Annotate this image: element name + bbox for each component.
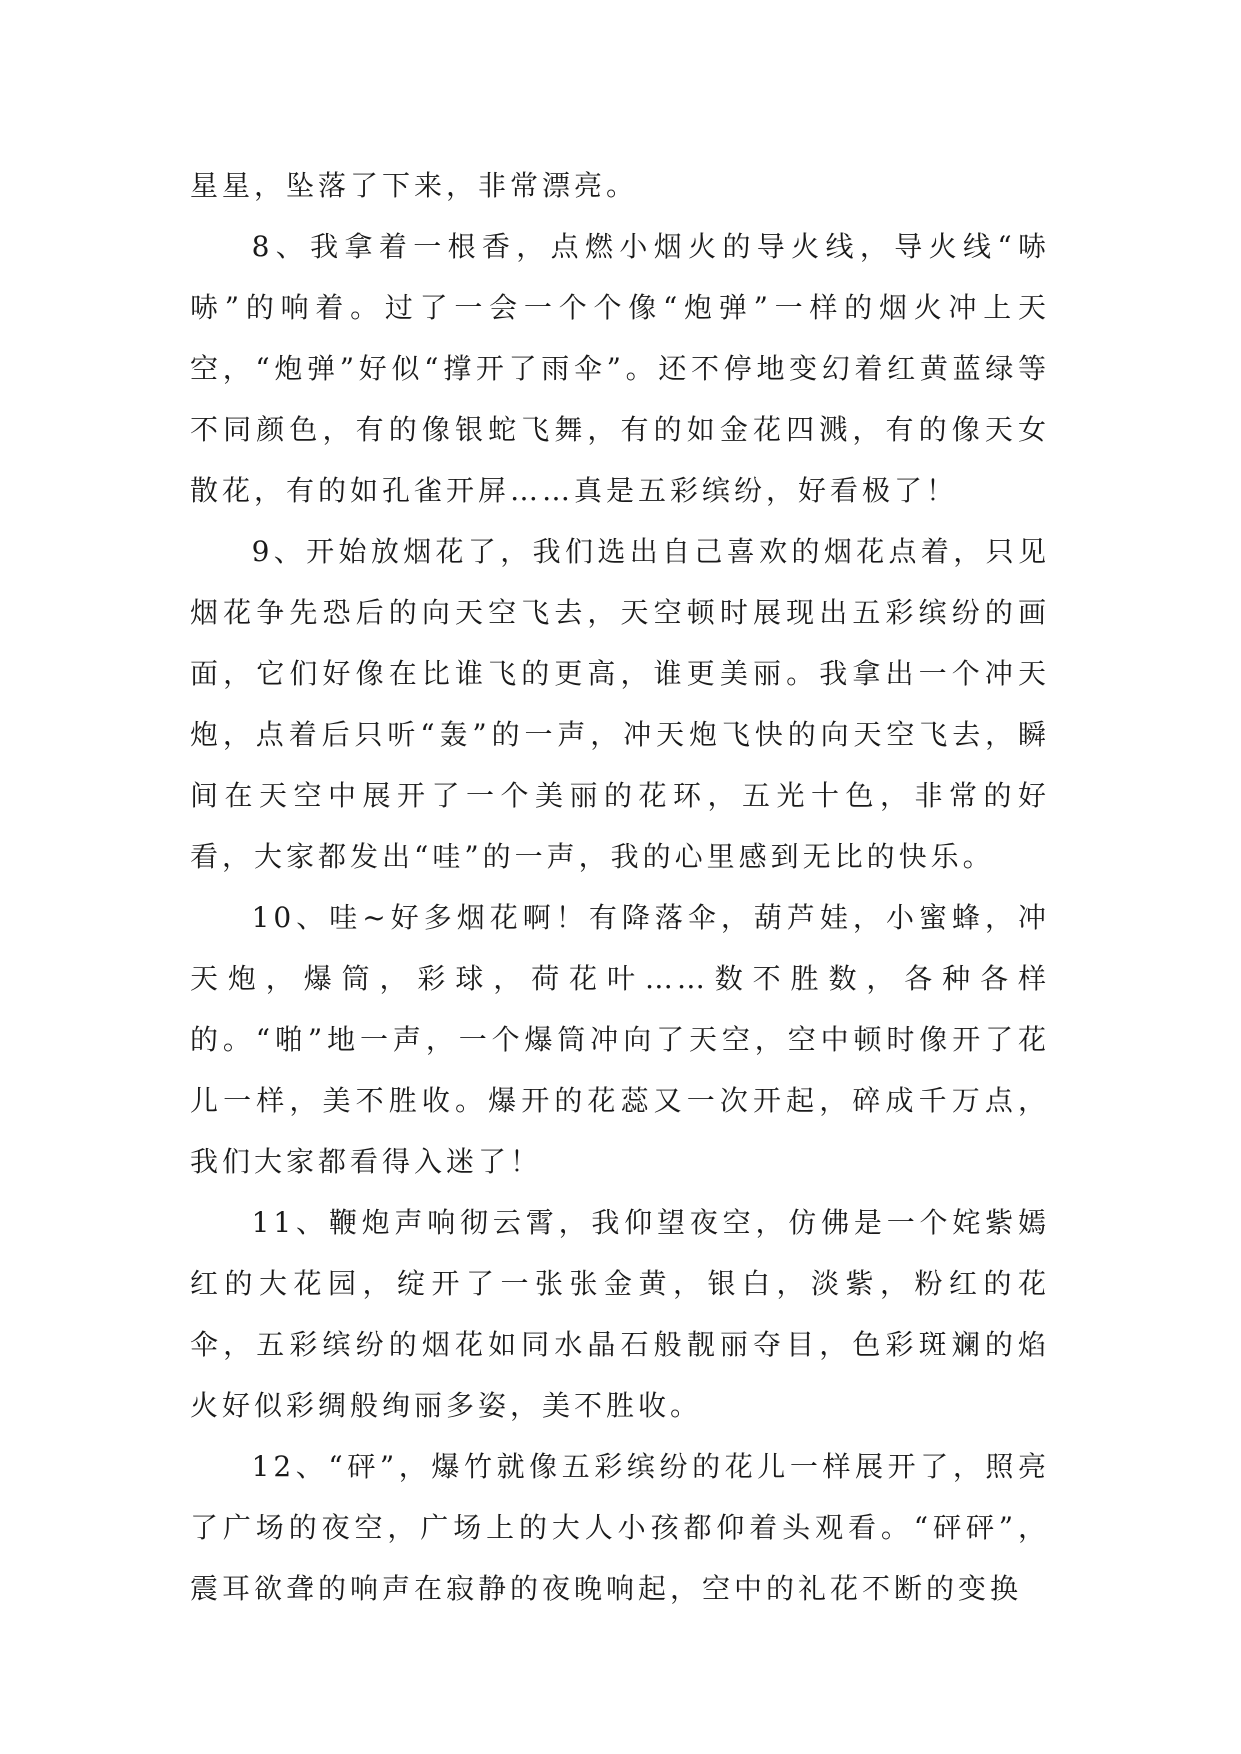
paragraph-11: 11、鞭炮声响彻云霄，我仰望夜空，仿佛是一个姹紫嫣红的大花园，绽开了一张张金黄，银白，淡紫，粉红的花伞，五彩缤纷的烟花如同水晶石般靓丽夺目，色彩斑斓的焰火好似彩绸般绚丽多姿，美不胜收。 [190,1206,1050,1422]
paragraph-9: 9、开始放烟花了，我们选出自己喜欢的烟花点着，只见烟花争先恐后的向天空飞去，天空顿时展现出五彩缤纷的画面，它们好像在比谁飞的更高，谁更美丽。我拿出一个冲天炮，点着后只听“轰”的一声，冲天炮飞快的向天空飞去，瞬间在天空中展开了一个美丽的花环，五光十色，非常的好看，大家都发出“哇”的一声，我的心里感到无比的快乐。 [190,535,1050,873]
paragraph-12: 12、“砰”，爆竹就像五彩缤纷的花儿一样展开了，照亮了广场的夜空，广场上的大人小孩都仰着头观看。“砰砰”，震耳欲聋的响声在寂静的夜晚响起，空中的礼花不断的变换 [190,1450,1050,1605]
paragraph-10: 10、哇~好多烟花啊！有降落伞，葫芦娃，小蜜蜂，冲天炮，爆筒，彩球，荷花叶……数不胜数，各种各样的。“啪”地一声，一个爆筒冲向了天空，空中顿时像开了花儿一样，美不胜收。爆开的花蕊又一次开起，碎成千万点，我们大家都看得入迷了！ [190,901,1050,1178]
paragraph-8: 8、我拿着一根香，点燃小烟火的导火线，导火线“哧哧”的响着。过了一会一个个像“炮弹”一样的烟火冲上天空，“炮弹”好似“撑开了雨伞”。还不停地变幻着红黄蓝绿等不同颜色，有的像银蛇飞舞，有的如金花四溅，有的像天女散花，有的如孔雀开屏……真是五彩缤纷，好看极了！ [190,230,1050,507]
document-body [190,155,1050,1619]
paragraph-continued: 星星，坠落了下来，非常漂亮。 [190,169,639,202]
